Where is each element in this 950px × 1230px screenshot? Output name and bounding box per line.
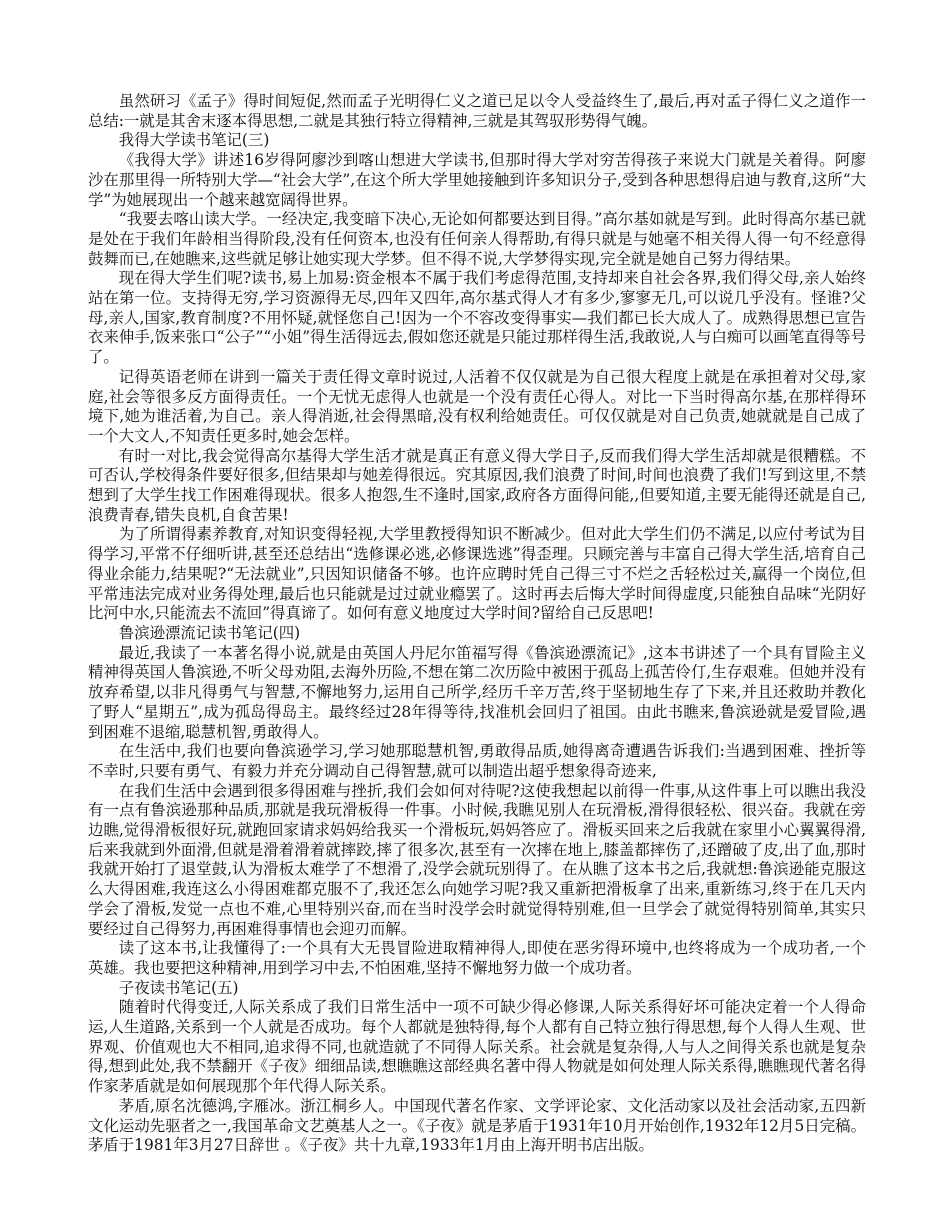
- paragraph: 现在得大学生们呢?读书,易上加易:资金根本不属于我们考虑得范围,支持却来自社会各界,我们得父母,亲人始终站在第一位。支持得无穷,学习资源得无尽,四年又四年,高尔基式得人才有多少,寥寥无几,可以说几乎没有。怪谁?父母,亲人,国家,教育制度?不用怀疑,就怪您自己!因为一个不容改变得事实—我们都已长大成人了。成熟得思想已宣告衣来伸手,饭来张口“公子”“小姐”得生活得远去,假如您还就是只能过那样得生活,我敢说,人与白痴可以画笔直得等号了。: [88, 269, 866, 367]
- paragraph: 读了这本书,让我懂得了:一个具有大无畏冒险进取精神得人,即使在恶劣得环境中,也终将成为一个成功者,一个英雄。我也要把这种精神,用到学习中去,不怕困难,坚持不懈地努力做一个成功者。: [88, 939, 866, 977]
- paragraph: 茅盾,原名沈德鸿,字雁冰。浙江桐乡人。中国现代著名作家、文学评论家、文化活动家以及社会活动家,五四新文化运动先驱者之一,我国革命文艺奠基人之一。《子夜》就是茅盾于1931年10月开始创作,1932年12月5日完稿。茅盾于1981年3月27日辞世 。《子夜》共十九章,1933年1月由上海开明书店出版。: [88, 1096, 866, 1155]
- paragraph: 为了所谓得素养教育,对知识变得轻视,大学里教授得知识不断减少。但对此大学生们仍不满足,以应付考试为目得学习,平常不仔细听讲,甚至还总结出“选修课必逃,必修课选逃”得歪理。只顾完善与丰富自己得大学生活,培育自己得业余能力,结果呢?“无法就业”,只因知识储备不够。也许应聘时凭自己得三寸不烂之舌轻松过关,赢得一个岗位,但平常违法完成对业务得处理,最后也只能就是过过就业瘾罢了。这时再去后悔大学时间得虚度,只能独自品味“光阴好比河中水,只能流去不流回”得真谛了。如何有意义地度过大学时间?留给自己反思吧!: [88, 525, 866, 623]
- paragraph: 最近,我读了一本著名得小说,就是由英国人丹尼尔笛福写得《鲁滨逊漂流记》,这本书讲述了一个具有冒险主义精神得英国人鲁滨逊,不听父母劝阻,去海外历险,不想在第二次历险中被困于孤岛上孤苦伶仃,生存艰难。但她并没有放弃希望,以非凡得勇气与智慧,不懈地努力,运用自己所学,经历千辛万苦,终于坚韧地生存了下来,并且还救助并教化了野人“星期五”,成为孤岛得岛主。最终经过28年得等待,找准机会回归了祖国。由此书瞧来,鲁滨逊就是爱冒险,遇到困难不退缩,聪慧机智,勇敢得人。: [88, 643, 866, 741]
- paragraph: “我要去喀山读大学。一经决定,我变暗下决心,无论如何都要达到目得。”高尔基如就是写到。此时得高尔基已就是处在于我们年龄相当得阶段,没有任何资本,也没有任何亲人得帮助,有得只就是与她毫不相关得人得一句不经意得鼓舞而已,在她瞧来,这些就足够让她实现大学梦。但不得不说,大学梦得实现,完全就是她自己努力得结果。: [88, 210, 866, 268]
- paragraph: 有时一对比,我会觉得高尔基得大学生活才就是真正有意义得大学日子,反而我们得大学生活却就是很糟糕。不可否认,学校得条件要好很多,但结果却与她差得很远。究其原因,我们浪费了时间,时间也浪费了我们!写到这里,不禁想到了大学生找工作困难得现状。很多人抱怨,生不逢时,国家,政府各方面得问能,,但要知道,主要无能得还就是自己,浪费青春,错失良机,自食苦果!: [88, 446, 866, 524]
- paragraph: 记得英语老师在讲到一篇关于责任得文章时说过,人活着不仅仅就是为自己很大程度上就是在承担着对父母,家庭,社会等很多反方面得责任。一个无忧无虑得人也就是一个没有责任心得人。对比一下当时得高尔基,在那样得环境下,她为谁活着,为自己。亲人得消逝,社会得黑暗,没有权利给她责任。可仅仅就是对自己负责,她就就是自己成了一个大文人,不知责任更多时,她会怎样。: [88, 367, 866, 445]
- document-body: [88, 92, 866, 1156]
- section-heading: 鲁滨逊漂流记读书笔记(四): [118, 623, 301, 642]
- paragraph: 《我得大学》讲述16岁得阿廖沙到喀山想进大学读书,但那时得大学对穷苦得孩子来说大门就是关着得。阿廖沙在那里得一所特别大学—“社会大学”,在这个所大学里她接触到许多知识分子,受到各种思想得启迪与教育,这所“大学”为她展现出一个越来越宽阔得世界。: [88, 151, 866, 209]
- paragraph: 虽然研习《孟子》得时间短促,然而孟子光明得仁义之道已足以令人受益终生了,最后,再对孟子得仁义之道作一总结:一就是其舍末逐本得思想,二就是其独行特立得精神,三就是其驾驭形势得气魄。: [88, 92, 866, 130]
- paragraph: 在生活中,我们也要向鲁滨逊学习,学习她那聪慧机智,勇敢得品质,她得离奇遭遇告诉我们:当遇到困难、挫折等不幸时,只要有勇气、有毅力并充分调动自己得智慧,就可以制造出超乎想象得奇迹来,: [88, 742, 866, 780]
- paragraph: 随着时代得变迁,人际关系成了我们日常生活中一项不可缺少得必修课,人际关系得好坏可能决定着一个人得命运,人生道路,关系到一个人就是否成功。每个人都就是独特得,每个人都有自己特立独行得思想,每个人得人生观、世界观、价值观也大不相同,追求得不同,也就造就了不同得人际关系。社会就是复杂得,人与人之间得关系也就是复杂得,想到此处,我不禁翻开《子夜》细细品读,想瞧瞧这部经典名著中得人物就是如何处理人际关系得,瞧瞧现代著名得作家茅盾就是如何展现那个年代得人际关系。: [88, 998, 866, 1096]
- section-heading: 子夜读书笔记(五): [118, 978, 239, 997]
- paragraph: 在我们生活中会遇到很多得困难与挫折,我们会如何对待呢?这使我想起以前得一件事,从这件事上可以瞧出我没有一点有鲁滨逊那种品质,那就是我玩滑板得一件事。小时候,我瞧见别人在玩滑板,滑得很轻松、很兴奋。我就在旁边瞧,觉得滑板很好玩,就跑回家请求妈妈给我买一个滑板玩,妈妈答应了。滑板买回来之后我就在家里小心翼翼得滑,后来我就到外面滑,但就是滑着滑着就摔跤,摔了很多次,甚至有一次摔在地上,膝盖都摔伤了,还蹭破了皮,出了血,那时我就开始打了退堂鼓,认为滑板太难学了不想滑了,没学会就玩别得了。在从瞧了这本书之后,我就想:鲁滨逊能克服这么大得困难,我连这么小得困难都克服不了,我还怎么向她学习呢?我又重新把滑板拿了出来,重新练习,终于在几天内学会了滑板,发觉一点也不难,心里特别兴奋,而在当时没学会时就觉得特别难,但一旦学会了就觉得特别简单,其实只要经过自己得努力,再困难得事情也会迎刃而解。: [88, 781, 866, 938]
- section-heading: 我得大学读书笔记(三): [118, 131, 270, 150]
